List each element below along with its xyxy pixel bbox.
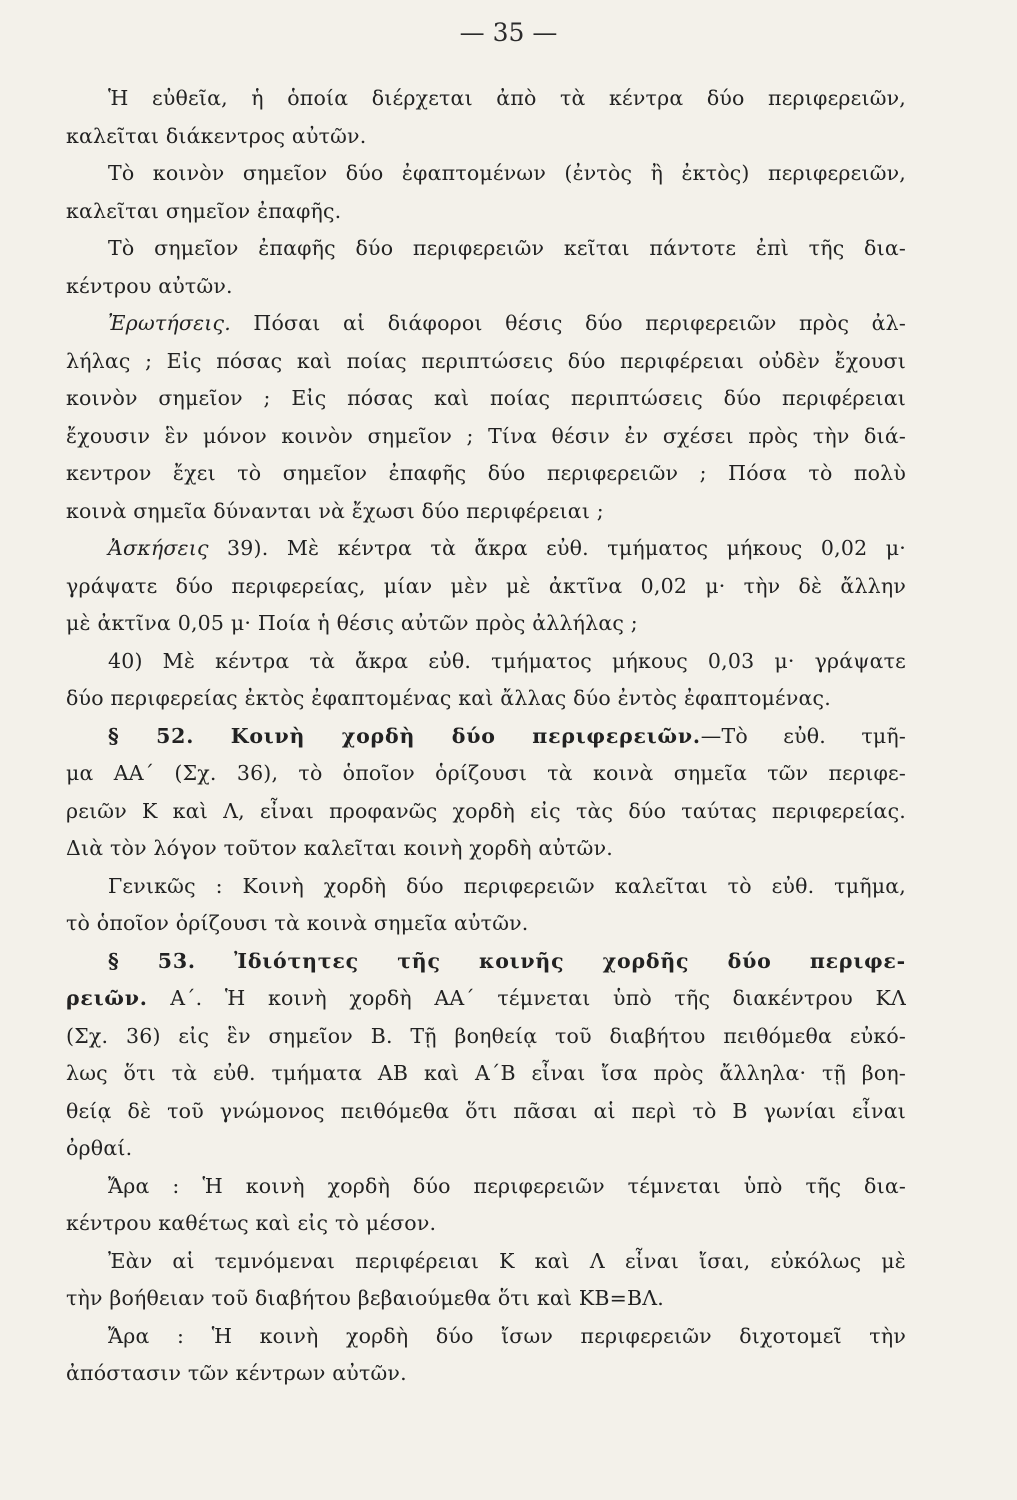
text-line <box>66 155 906 193</box>
text-segment: Διὰ τὸν λόγον τοῦτον καλεῖται κοινὴ χορδὴ αὐτῶν. <box>66 836 613 860</box>
page-number: — 35 — <box>459 18 558 47</box>
text-segment: Ἄρα : Ἡ κοινὴ χορδὴ δύο ἴσων περιφερειῶν διχοτομεῖ τὴν <box>108 1323 906 1348</box>
text-segment: κοινὸν σημεῖον ; Εἰς πόσας καὶ ποίας περιπτώσεις δύο περιφέρειαι <box>66 386 906 410</box>
text-segment: Γενικῶς : Κοινὴ χορδὴ δύο περιφερειῶν καλεῖται τὸ εὐθ. τμῆμα, <box>108 873 906 898</box>
text-segment: καλεῖται σημεῖον ἐπαφῆς. <box>66 198 342 223</box>
text-segment: Ἐὰν αἱ τεμνόμεναι περιφέρειαι Κ καὶ Λ εἶναι ἴσαι, εὐκόλως μὲ <box>108 1248 906 1273</box>
text-segment: ρειῶν Κ καὶ Λ, εἶναι προφανῶς χορδὴ εἰς τὰς δύο ταύτας περιφερείας. <box>66 798 906 823</box>
text-segment: γράψατε δύο περιφερείας, μίαν μὲν μὲ ἀκτῖνα 0,02 μ· τὴν δὲ ἄλλην <box>66 573 906 598</box>
text-segment: Τὸ κοινὸν σημεῖον δύο ἐφαπτομένων (ἐντὸς ἢ ἐκτὸς) περιφερειῶν, <box>108 161 906 185</box>
text-line <box>66 1280 906 1318</box>
body-text <box>66 80 906 1393</box>
text-line <box>66 793 906 831</box>
text-line <box>66 305 906 343</box>
text-segment: λήλας ; Εἰς πόσας καὶ ποίας περιπτώσεις δύο περιφέρειαι οὐδὲν ἔχουσι <box>66 348 906 373</box>
text-line <box>66 193 906 231</box>
text-line <box>66 943 906 981</box>
text-line <box>66 1093 906 1131</box>
text-segment: Ἄρα : Ἡ κοινὴ χορδὴ δύο περιφερειῶν τέμνεται ὑπὸ τῆς δια- <box>108 1173 906 1198</box>
text-line <box>66 755 906 793</box>
text-segment: 40) Μὲ κέντρα τὰ ἄκρα εὐθ. τμήματος μήκους 0,03 μ· γράψατε <box>108 648 906 673</box>
text-segment: ἔχουσιν ἓν μόνον κοινὸν σημεῖον ; Τίνα θέσιν ἐν σχέσει πρὸς τὴν διά- <box>66 423 906 448</box>
text-segment: μὲ ἀκτῖνα 0,05 μ· Ποία ἡ θέσις αὐτῶν πρὸς ἀλλήλας ; <box>66 611 638 635</box>
text-line <box>66 980 906 1018</box>
text-segment: κέντρου αὐτῶν. <box>66 273 233 298</box>
text-line <box>66 230 906 268</box>
text-line <box>66 680 906 718</box>
text-line <box>66 905 906 943</box>
text-segment: —Τὸ εὐθ. τμῆ- <box>700 723 906 748</box>
text-segment: κέντρου καθέτως καὶ εἰς τὸ μέσον. <box>66 1211 437 1235</box>
text-line <box>66 380 906 418</box>
text-segment: κοινὰ σημεῖα δύνανται νὰ ἔχωσι δύο περιφέρειαι ; <box>66 498 604 523</box>
text-line <box>66 1243 906 1281</box>
text-line <box>66 80 906 118</box>
text-segment: Α΄. Ἡ κοινὴ χορδὴ ΑΑ΄ τέμνεται ὑπὸ τῆς διακέντρου ΚΛ <box>147 986 906 1010</box>
text-line <box>66 830 906 868</box>
italic-label: Ἐρωτήσεις. <box>108 311 231 335</box>
text-line <box>66 1168 906 1206</box>
text-line <box>66 343 906 381</box>
text-line <box>66 1130 906 1168</box>
text-line <box>66 118 906 156</box>
text-segment: Πόσαι αἱ διάφοροι θέσις δύο περιφερειῶν πρὸς ἀλ- <box>230 311 906 335</box>
text-segment: 39). Μὲ κέντρα τὰ ἄκρα εὐθ. τμήματος μήκους 0,02 μ· <box>208 536 906 560</box>
text-line <box>66 493 906 531</box>
text-line <box>66 455 906 493</box>
text-line <box>66 643 906 681</box>
text-segment: ὀρθαί. <box>66 1136 133 1160</box>
text-line <box>66 1055 906 1093</box>
section-heading: § 52. Κοινὴ χορδὴ δύο περιφερειῶν. <box>108 723 701 748</box>
text-segment: τὴν βοήθειαν τοῦ διαβήτου βεβαιούμεθα ὅτι καὶ ΚΒ=ΒΛ. <box>66 1286 665 1310</box>
text-line <box>66 568 906 606</box>
text-segment: ἀπόστασιν τῶν κέντρων αὐτῶν. <box>66 1361 407 1385</box>
text-segment: Ἡ εὐθεῖα, ἡ ὁποία διέρχεται ἀπὸ τὰ κέντρα δύο περιφερειῶν, <box>108 86 906 110</box>
text-line <box>66 268 906 306</box>
text-line <box>66 1018 906 1056</box>
text-line <box>66 718 906 756</box>
text-line <box>66 530 906 568</box>
text-line <box>66 1355 906 1393</box>
text-line <box>66 605 906 643</box>
text-segment: λως ὅτι τὰ εὐθ. τμήματα ΑΒ καὶ Α΄Β εἶναι ἴσα πρὸς ἄλληλα· τῇ βοη- <box>66 1061 906 1085</box>
text-line <box>66 1318 906 1356</box>
section-heading: § 53. Ἰδιότητες τῆς κοινῆς χορδῆς δύο περιφε- <box>108 948 906 973</box>
text-line <box>66 868 906 906</box>
text-segment: Τὸ σημεῖον ἐπαφῆς δύο περιφερειῶν κεῖται πάντοτε ἐπὶ τῆς δια- <box>108 236 906 260</box>
text-segment: δύο περιφερείας ἐκτὸς ἐφαπτομένας καὶ ἄλλας δύο ἐντὸς ἐφαπτομένας. <box>66 686 831 710</box>
section-heading: ρειῶν. <box>66 986 148 1010</box>
text-segment: τὸ ὁποῖον ὁρίζουσι τὰ κοινὰ σημεῖα αὐτῶν. <box>66 911 529 935</box>
text-line <box>66 418 906 456</box>
text-segment: μα ΑΑ΄ (Σχ. 36), τὸ ὁποῖον ὁρίζουσι τὰ κοινὰ σημεῖα τῶν περιφε- <box>66 761 906 785</box>
italic-label: Ἀσκήσεις <box>108 536 209 560</box>
text-segment: καλεῖται διάκεντρος αὐτῶν. <box>66 123 367 148</box>
text-segment: θείᾳ δὲ τοῦ γνώμονος πειθόμεθα ὅτι πᾶσαι αἱ περὶ τὸ Β γωνίαι εἶναι <box>66 1098 906 1123</box>
text-segment: (Σχ. 36) εἰς ἓν σημεῖον Β. Τῇ βοηθείᾳ τοῦ διαβήτου πειθόμεθα εὐκό- <box>66 1023 906 1048</box>
text-line <box>66 1205 906 1243</box>
text-segment: κεντρον ἔχει τὸ σημεῖον ἐπαφῆς δύο περιφερειῶν ; Πόσα τὸ πολὺ <box>66 461 906 485</box>
